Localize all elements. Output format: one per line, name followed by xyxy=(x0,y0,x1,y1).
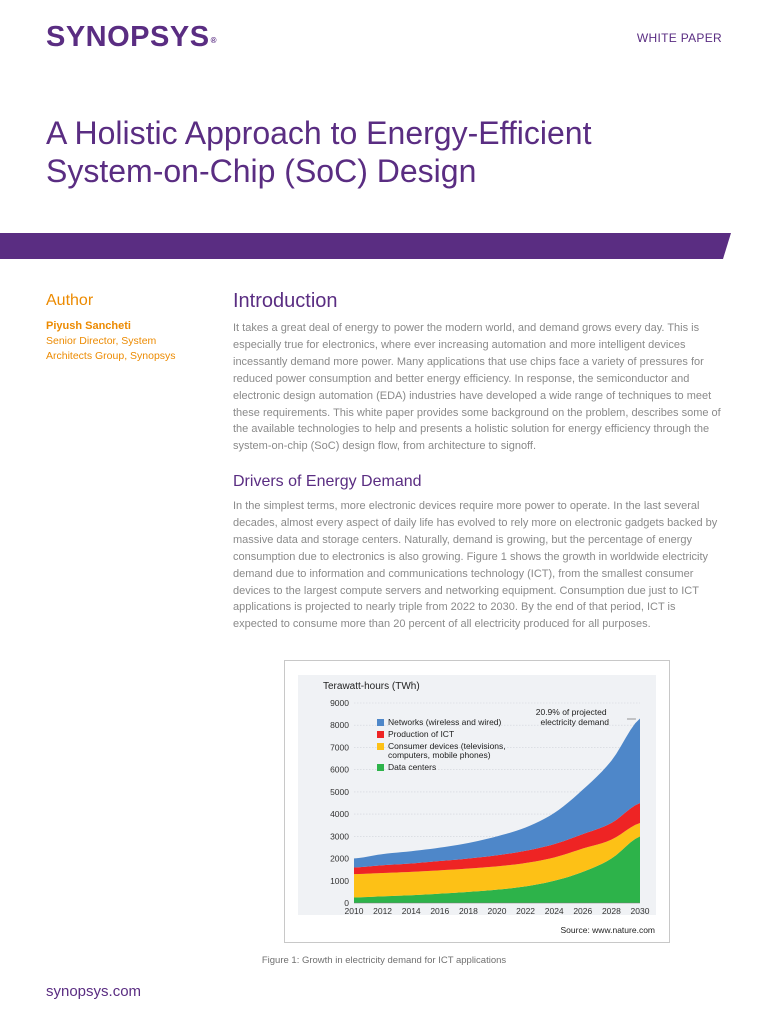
x-tick-label: 2024 xyxy=(544,906,564,916)
y-tick-label: 1000 xyxy=(330,875,349,886)
ict-electricity-chart xyxy=(285,661,668,941)
x-tick-label: 2020 xyxy=(487,906,507,916)
y-tick-label: 8000 xyxy=(330,720,349,731)
legend-entry-line: computers, mobile phones) xyxy=(388,750,491,760)
x-tick-label: 2014 xyxy=(401,906,421,916)
introduction-body: It takes a great deal of energy to power the modern world, and demand grows every day. This is especially true for electronics, where ever increasing automation and more intelligent devices incessantly demand more power. Many applications that use chips face a variety of pressures for reduced power consumption and better energy efficiency. In response, the semiconductor and electronic design automation (EDA) industries have developed a wide range of techniques to meet these requirements. This white paper provides some background on the problem, describes some of the available technologies to help and presents a holistic solution for energy efficiency through the system-on-chip (SoC) design flow, from architecture to signoff. xyxy=(233,322,721,453)
purple-banner xyxy=(0,233,731,259)
synopsys-logo xyxy=(46,20,217,54)
drivers-body: In the simplest terms, more electronic devices require more power to operate. In the last several decades, almost every aspect of daily life has evolved to rely more on electronic gadgets backed by massive data and storage centers. Naturally, demand is growing, but the percentage of energy consumption due to electronics is also growing. Figure 1 shows the growth in worldwide electricity demand due to information and communications technology (ICT), from the smallest consumer devices to the largest compute servers and networking equipment. Consumption due just to ICT applications is projected to nearly triple from 2022 to 2030. By the end of that period, ICT is expected to consume more than 20 percent of all electricity produced for all purposes. xyxy=(233,500,718,631)
legend-swatch xyxy=(377,731,384,738)
y-tick-label: 3000 xyxy=(330,831,349,842)
figure-1 xyxy=(284,660,670,943)
introduction-heading: Introduction xyxy=(233,290,338,312)
legend-swatch xyxy=(377,743,384,750)
chart-source: Source: www.nature.com xyxy=(560,925,655,935)
title-line-2: System-on-Chip (SoC) Design xyxy=(46,153,477,189)
x-tick-label: 2016 xyxy=(430,906,450,916)
chart-annotation xyxy=(536,707,610,727)
document-type-label: WHITE PAPER xyxy=(636,31,722,45)
y-tick-label: 4000 xyxy=(330,809,349,820)
y-tick-label: 0 xyxy=(344,898,349,908)
x-tick-label: 2026 xyxy=(573,906,593,916)
title-line-1: A Holistic Approach to Energy-Efficient xyxy=(46,115,592,151)
x-tick-label: 2030 xyxy=(630,906,650,916)
legend-entry: Data centers xyxy=(388,762,437,772)
y-tick-label: 5000 xyxy=(330,786,349,797)
legend-entry: Networks (wireless and wired) xyxy=(388,717,502,727)
annotation-line-1: 20.9% of projected xyxy=(535,707,607,717)
page-title xyxy=(46,114,726,190)
author-name: Piyush Sancheti xyxy=(46,320,131,332)
drivers-heading: Drivers of Energy Demand xyxy=(233,473,422,490)
x-tick-label: 2022 xyxy=(516,906,536,916)
annotation-line-2: electricity demand xyxy=(540,717,609,727)
legend-entry: Production of ICT xyxy=(388,729,455,739)
y-axis-label: Terawatt-hours (TWh) xyxy=(323,681,420,692)
legend-swatch xyxy=(377,764,384,771)
legend-entry xyxy=(388,741,506,760)
figure-caption: Figure 1: Growth in electricity demand for ICT applications xyxy=(261,955,507,966)
y-tick-label: 6000 xyxy=(330,764,349,775)
registered-mark: ® xyxy=(210,36,217,45)
footer-url: synopsys.com xyxy=(46,983,142,1000)
y-tick-label: 2000 xyxy=(330,853,349,864)
y-tick-label: 7000 xyxy=(330,742,349,753)
logo-text: SYNOPSYS xyxy=(46,21,210,53)
x-tick-label: 2028 xyxy=(601,906,621,916)
author-heading: Author xyxy=(46,292,94,309)
y-tick-label: 9000 xyxy=(330,698,349,708)
x-tick-label: 2012 xyxy=(373,906,393,916)
legend-entry-line: Consumer devices (televisions, xyxy=(388,741,506,751)
legend-swatch xyxy=(377,719,384,726)
author-title: Senior Director, System Architects Group, Synopsys xyxy=(46,335,176,362)
x-tick-label: 2010 xyxy=(344,906,364,916)
x-tick-label: 2018 xyxy=(458,906,478,916)
